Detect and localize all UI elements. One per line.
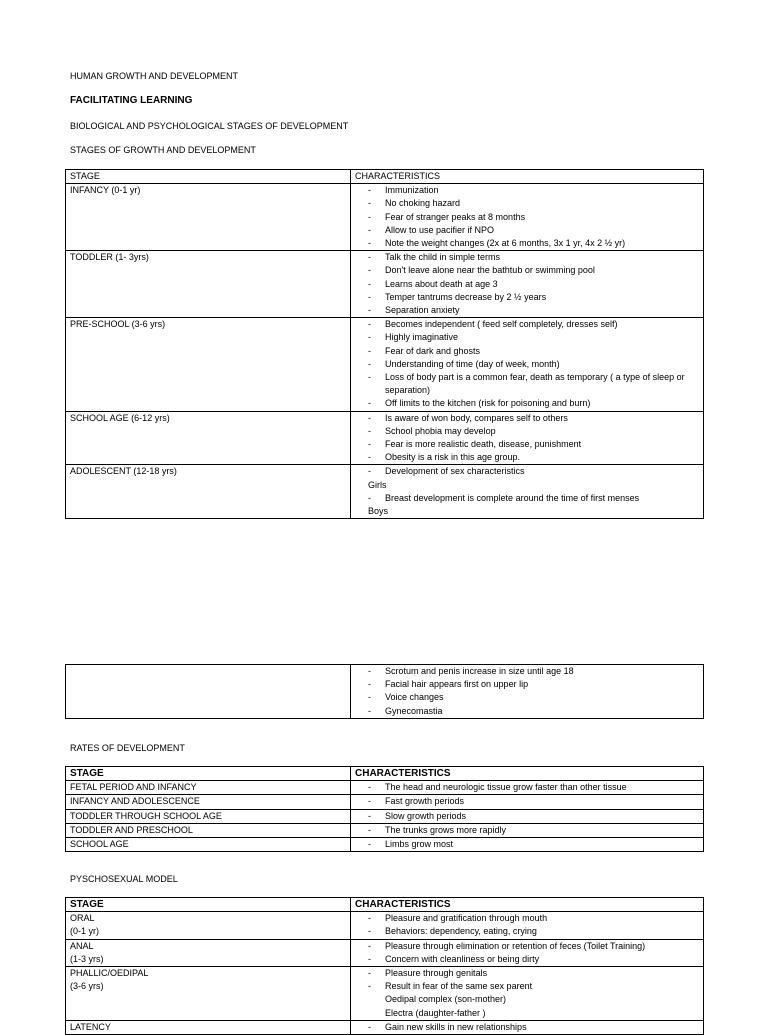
- characteristics-cell: [351, 809, 704, 823]
- section-heading-rates: RATES OF DEVELOPMENT: [70, 743, 185, 753]
- characteristics-cell: [351, 184, 704, 251]
- list-item: - Slow growth periods: [368, 810, 467, 821]
- table-row: [66, 795, 704, 809]
- table-row: [66, 184, 704, 251]
- table-row: [66, 1020, 704, 1034]
- psychosexual-table: [65, 897, 704, 1035]
- characteristics-cell: [351, 795, 704, 809]
- list-item: - Is aware of won body, compares self to others: [368, 412, 568, 423]
- characteristics-cell: [351, 939, 704, 966]
- list-item: - Becomes independent ( feed self completely, dresses self): [368, 319, 618, 330]
- section-heading-psychosexual: PYSCHOSEXUAL MODEL: [70, 874, 178, 884]
- list-item: - Gynecomastia: [368, 705, 443, 716]
- characteristics-cell: [351, 823, 704, 837]
- list-item: - The head and neurologic tissue grow faster than other tissue: [368, 782, 627, 793]
- stage-cell: [66, 665, 351, 719]
- table-row: [66, 318, 704, 411]
- table-row: [66, 665, 704, 719]
- table-row: [66, 939, 704, 966]
- stage-name: ORAL: [70, 913, 95, 924]
- stage-cell: SCHOOL AGE: [66, 838, 351, 852]
- stage-cell: [66, 912, 351, 939]
- stages-table: [65, 169, 704, 519]
- table-row: [66, 912, 704, 939]
- stage-cell: TODDLER THROUGH SCHOOL AGE: [66, 809, 351, 823]
- stage-cell: TODDLER AND PRESCHOOL: [66, 823, 351, 837]
- list-item: - Loss of body part is a common fear, death as temporary ( a type of sleep or separation): [368, 372, 685, 396]
- table-row: [66, 809, 704, 823]
- list-item: - Allow to use pacifier if NPO: [368, 224, 495, 235]
- note-text: Electra (daughter-father ): [385, 1007, 486, 1018]
- stages-table-continued: [65, 664, 704, 719]
- list-item: - Obesity is a risk in this age group.: [368, 452, 521, 463]
- characteristics-cell: [351, 251, 704, 318]
- list-item: - Fear of dark and ghosts: [368, 345, 481, 356]
- table-header-row: [66, 898, 704, 912]
- section-heading-stages: STAGES OF GROWTH AND DEVELOPMENT: [70, 145, 256, 155]
- table-row: [66, 823, 704, 837]
- list-item: - School phobia may develop: [368, 425, 496, 436]
- list-item: - Note the weight changes (2x at 6 months, 3x 1 yr, 4x 2 ½ yr): [368, 238, 626, 249]
- section-heading-biological: BIOLOGICAL AND PSYCHOLOGICAL STAGES OF DEVELOPMENT: [70, 121, 349, 131]
- header-stage: STAGE: [66, 767, 351, 781]
- table-header-row: [66, 170, 704, 184]
- list-item: - Talk the child in simple terms: [368, 252, 501, 263]
- characteristics-cell: [351, 411, 704, 465]
- table-row: [66, 838, 704, 852]
- stage-cell: INFANCY AND ADOLESCENCE: [66, 795, 351, 809]
- characteristics-cell: [351, 665, 704, 719]
- header-stage: STAGE: [66, 170, 351, 184]
- stage-cell: [66, 939, 351, 966]
- characteristics-cell: [351, 465, 704, 519]
- boys-label: Boys: [368, 506, 389, 517]
- list-item: - Development of sex characteristics: [368, 466, 525, 477]
- list-item: - Understanding of time (day of week, month): [368, 358, 560, 369]
- header-stage: STAGE: [66, 898, 351, 912]
- list-item: - Fast growth periods: [368, 796, 465, 807]
- characteristics-cell: [351, 781, 704, 795]
- table-row: [66, 411, 704, 465]
- stage-cell: INFANCY (0-1 yr): [66, 184, 351, 251]
- list-item: - Facial hair appears first on upper lip: [368, 679, 529, 690]
- list-item: - Result in fear of the same sex parent: [368, 981, 533, 992]
- stage-cell: TODDLER (1- 3yrs): [66, 251, 351, 318]
- list-item: - Immunization: [368, 185, 439, 196]
- stage-cell: FETAL PERIOD AND INFANCY: [66, 781, 351, 795]
- list-item: - Breast development is complete around the time of first menses: [368, 492, 640, 503]
- characteristics-cell: [351, 967, 704, 1021]
- table-header-row: [66, 767, 704, 781]
- list-item: - Separation anxiety: [368, 305, 460, 316]
- table-row: [66, 251, 704, 318]
- stage-name: ANAL: [70, 940, 94, 951]
- table-row: [66, 781, 704, 795]
- list-item: - Limbs grow most: [368, 839, 454, 850]
- list-item: - Gain new skills in new relationships: [368, 1021, 527, 1032]
- list-item: - Pleasure through elimination or retention of feces (Toilet Training): [368, 940, 646, 951]
- stage-cell: LATENCY: [66, 1020, 351, 1034]
- characteristics-cell: [351, 1020, 704, 1034]
- list-item: - Behaviors: dependency, eating, crying: [368, 926, 537, 937]
- list-item: - Concern with cleanliness or being dirty: [368, 953, 540, 964]
- doc-title: HUMAN GROWTH AND DEVELOPMENT: [70, 71, 239, 81]
- header-characteristics: CHARACTERISTICS: [351, 898, 704, 912]
- list-item: - The trunks grows more rapidly: [368, 824, 507, 835]
- stage-cell: [66, 967, 351, 1021]
- list-item: - Temper tantrums decrease by 2 ½ years: [368, 291, 547, 302]
- header-characteristics: CHARACTERISTICS: [351, 767, 704, 781]
- stage-cell: PRE-SCHOOL (3-6 yrs): [66, 318, 351, 411]
- list-item: - Fear of stranger peaks at 8 months: [368, 211, 526, 222]
- list-item: - Fear is more realistic death, disease, punishment: [368, 439, 582, 450]
- characteristics-cell: [351, 912, 704, 939]
- list-item: - No choking hazard: [368, 198, 461, 209]
- list-item: - Highly imaginative: [368, 332, 459, 343]
- doc-subtitle: FACILITATING LEARNING: [70, 95, 193, 106]
- table-row: [66, 967, 704, 1021]
- list-item: - Off limits to the kitchen (risk for poisoning and burn): [368, 398, 591, 409]
- stage-age: (1-3 yrs): [70, 953, 104, 964]
- stage-name: PHALLIC/OEDIPAL: [70, 968, 149, 979]
- table-row: [66, 465, 704, 519]
- stage-age: (0-1 yr): [70, 926, 99, 937]
- characteristics-cell: [351, 838, 704, 852]
- list-item: - Don't leave alone near the bathtub or swimming pool: [368, 265, 595, 276]
- characteristics-cell: [351, 318, 704, 411]
- stage-cell: SCHOOL AGE (6-12 yrs): [66, 411, 351, 465]
- note-text: Oedipal complex (son-mother): [385, 994, 507, 1005]
- header-characteristics: CHARACTERISTICS: [351, 170, 704, 184]
- stage-cell: ADOLESCENT (12-18 yrs): [66, 465, 351, 519]
- list-item: - Pleasure and gratification through mouth: [368, 913, 548, 924]
- list-item: - Pleasure through genitals: [368, 968, 488, 979]
- stage-age: (3-6 yrs): [70, 981, 104, 992]
- list-item: - Voice changes: [368, 692, 444, 703]
- girls-label: Girls: [368, 479, 387, 490]
- list-item: - Scrotum and penis increase in size until age 18: [368, 666, 574, 676]
- list-item: - Learns about death at age 3: [368, 278, 498, 289]
- rates-table: [65, 766, 704, 852]
